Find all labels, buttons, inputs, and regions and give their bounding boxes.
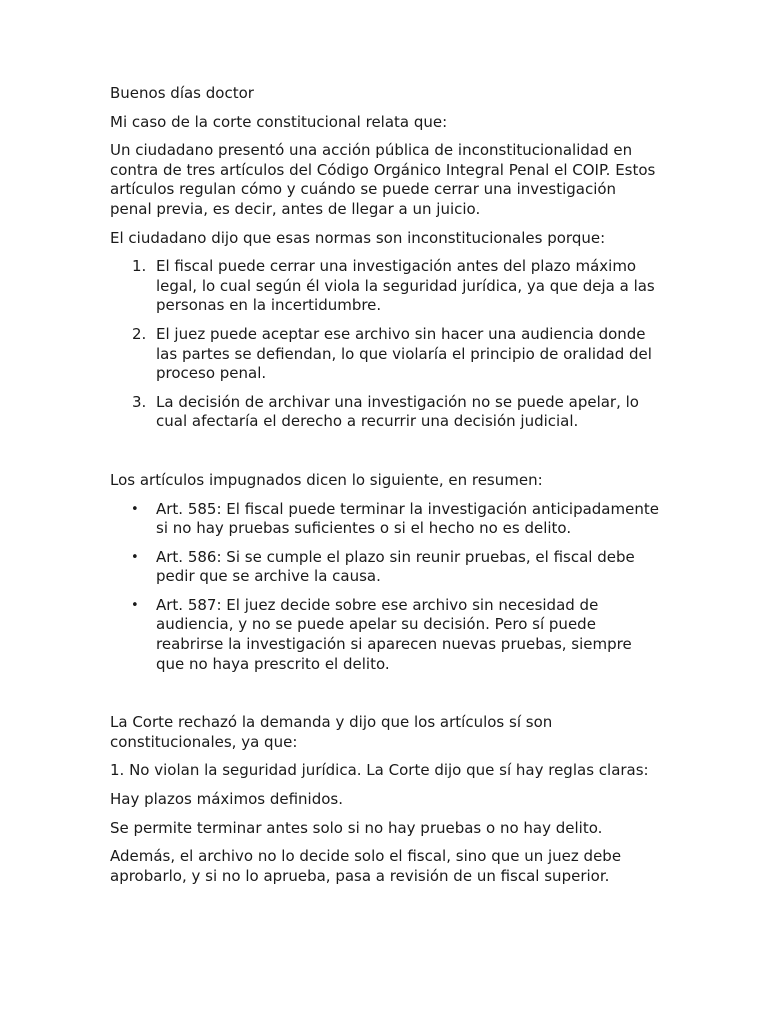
claims-intro: El ciudadano dijo que esas normas son inconstitucionales porque:	[110, 228, 606, 247]
bullet-icon: •	[131, 597, 139, 613]
list-item	[110, 257, 660, 316]
list-number: 2.	[132, 324, 147, 343]
list-item-text: Art. 586: Si se cumple el plazo sin reunir pruebas, el fiscal debe pedir que se archive la causa.	[156, 547, 635, 586]
list-item-text: Art. 585: El fiscal puede terminar la investigación anticipadamente si no hay pruebas suficientes o si el hecho no es delito.	[156, 499, 659, 538]
summary-paragraph: Un ciudadano presentó una acción pública de inconstitucionalidad en contra de tres artículos del Código Orgánico Integral Penal el COIP. Estos artículos regulan cómo y cuándo se puede cerrar una investigación penal previa, es decir, antes de llegar a un juicio.	[110, 141, 656, 218]
ruling-detail: Hay plazos máximos definidos.	[110, 790, 344, 809]
list-number: 3.	[132, 392, 147, 411]
ruling-intro: La Corte rechazó la demanda y dijo que los artículos sí son constitucionales, ya que:	[110, 713, 553, 751]
spacer	[110, 683, 660, 713]
bullet-icon: •	[131, 549, 139, 565]
articles-intro: Los artículos impugnados dicen lo siguiente, en resumen:	[110, 470, 543, 489]
list-item-text: El juez puede aceptar ese archivo sin hacer una audiencia donde las partes se defiendan, lo que violaría el principio de oralidad del proceso penal.	[156, 324, 652, 383]
list-item-text: La decisión de archivar una investigación no se puede apelar, lo cual afectaría el derecho a recurrir una decisión judicial.	[156, 392, 639, 431]
greeting: Buenos días doctor	[110, 84, 254, 102]
list-item-text: Art. 587: El juez decide sobre ese archivo sin necesidad de audiencia, y no se puede apelar su decisión. Pero sí puede reabrirse la investigación si aparecen nuevas pruebas, siempre que no haya prescrito el delito.	[156, 595, 632, 673]
list-item	[110, 548, 660, 587]
list-item	[110, 325, 660, 384]
list-number: 1.	[132, 257, 147, 276]
document-body	[110, 84, 660, 895]
spacer	[110, 441, 660, 471]
list-item	[110, 393, 660, 432]
intro-paragraph: Mi caso de la corte constitucional relata que:	[110, 112, 448, 131]
list-item	[110, 500, 660, 539]
bullet-icon: •	[131, 501, 139, 517]
ruling-detail: Se permite terminar antes solo si no hay pruebas o no hay delito.	[110, 818, 603, 837]
claims-list	[110, 257, 660, 432]
list-item-text: El fiscal puede cerrar una investigación antes del plazo máximo legal, lo cual según él viola la seguridad jurídica, ya que deja a las personas en la incertidumbre.	[156, 257, 655, 315]
articles-list	[110, 500, 660, 675]
ruling-detail: Además, el archivo no lo decide solo el fiscal, sino que un juez debe aprobarlo, y si no lo aprueba, pasa a revisión de un fiscal superior.	[110, 847, 622, 885]
ruling-point-1: 1. No violan la seguridad jurídica. La Corte dijo que sí hay reglas claras:	[110, 761, 649, 780]
list-item	[110, 596, 660, 674]
